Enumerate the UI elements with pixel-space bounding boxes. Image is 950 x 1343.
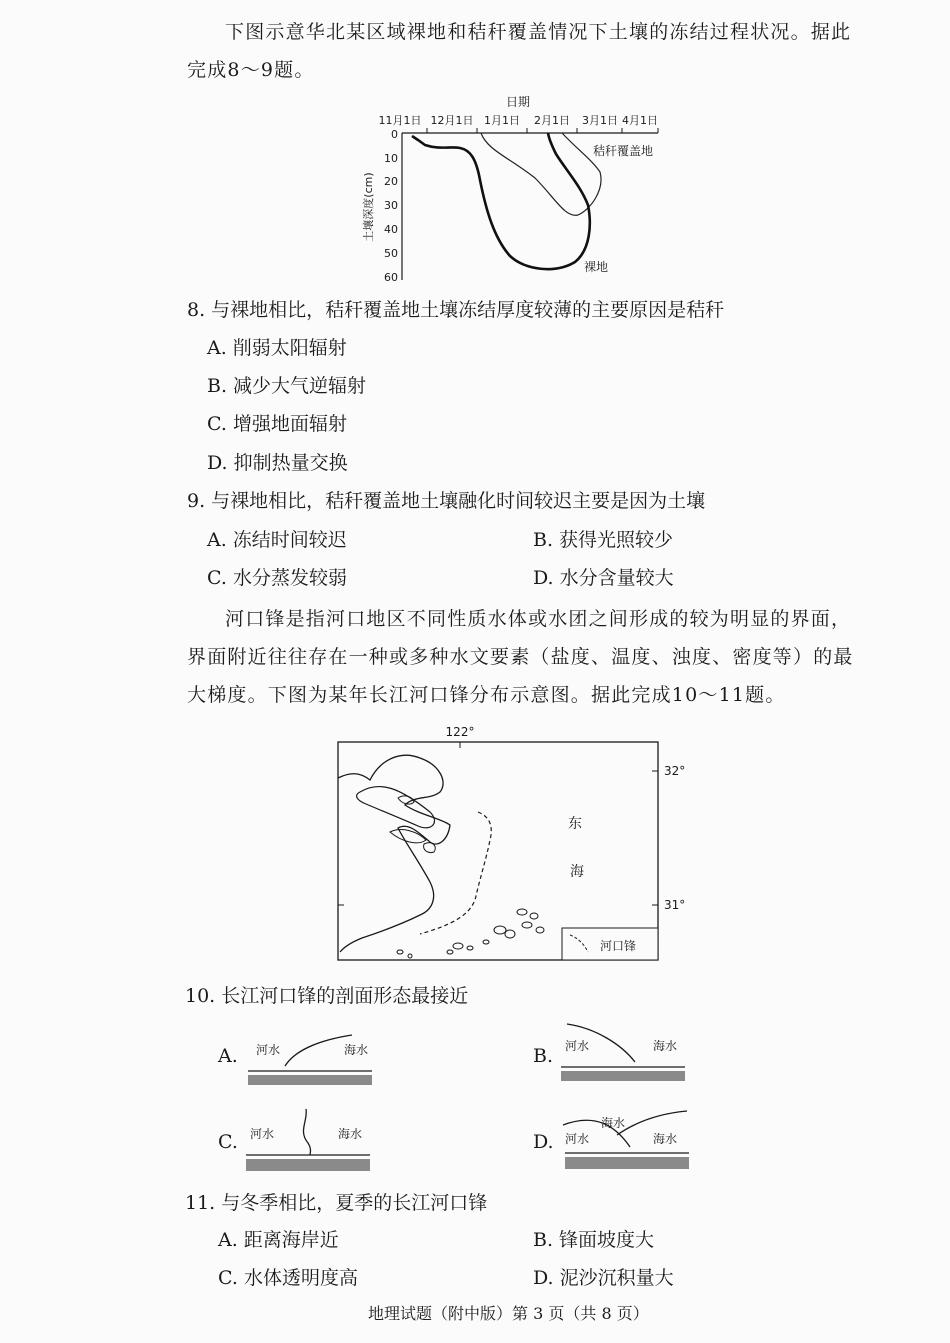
legend-label: 河口锋 bbox=[600, 939, 637, 953]
date-tick: 11月1日 bbox=[378, 114, 422, 127]
sea-label: 海 bbox=[570, 864, 584, 880]
question-9-option-d: D. 水分含量较大 bbox=[533, 567, 674, 589]
sea-water-label: 海水 bbox=[653, 1039, 678, 1053]
profile-option-c bbox=[240, 1105, 380, 1175]
depth-ticks bbox=[384, 128, 398, 284]
sea-water-label: 海水 bbox=[344, 1043, 369, 1057]
island bbox=[357, 786, 435, 827]
profile-option-d bbox=[555, 1105, 695, 1175]
river-water-label: 河水 bbox=[250, 1127, 275, 1141]
date-tick: 3月1日 bbox=[582, 114, 618, 127]
series-line-straw bbox=[481, 133, 601, 215]
depth-tick: 10 bbox=[384, 152, 398, 165]
depth-tick: 60 bbox=[384, 271, 398, 284]
question-10-option-b: B. bbox=[533, 1045, 554, 1067]
sea-water-label: 海水 bbox=[338, 1127, 363, 1141]
question-9-stem: 9. 与裸地相比，秸秆覆盖地土壤融化时间较迟主要是因为土壤 bbox=[187, 490, 706, 512]
depth-tick: 40 bbox=[384, 223, 398, 236]
date-tick: 12月1日 bbox=[430, 114, 474, 127]
estuary-front-line bbox=[420, 812, 491, 934]
series-label-straw: 秸秆覆盖地 bbox=[593, 144, 654, 158]
question-11-option-d: D. 泥沙沉积量大 bbox=[533, 1267, 674, 1289]
question-8-option-a: A. 削弱太阳辐射 bbox=[207, 337, 347, 359]
river-water-label: 河水 bbox=[565, 1039, 590, 1053]
depth-tick: 30 bbox=[384, 199, 398, 212]
page-footer: 地理试题（附中版）第 3 页（共 8 页） bbox=[368, 1304, 649, 1323]
intro-paragraph-2: 河口锋是指河口地区不同性质水体或水团之间形成的较为明显的界面，界面附近往往存在一种或多种水文要素（盐度、温度、浊度、密度等）的最大梯度。下图为某年长江河口锋分布示意图。据此完成10～11题。 bbox=[187, 608, 854, 706]
island bbox=[424, 843, 436, 853]
longitude-label: 122° bbox=[445, 725, 475, 739]
profile-option-b bbox=[555, 1020, 695, 1080]
series-label-bare: 裸地 bbox=[584, 260, 609, 274]
series-line-bare bbox=[412, 133, 590, 269]
depth-tick: 50 bbox=[384, 247, 398, 260]
question-11-stem: 11. 与冬季相比，夏季的长江河口锋 bbox=[185, 1192, 488, 1214]
question-10-option-a: A. bbox=[218, 1045, 238, 1067]
latitude-label: 32° bbox=[664, 764, 686, 778]
date-ticks bbox=[379, 114, 659, 127]
depth-tick: 0 bbox=[391, 128, 398, 141]
date-tick: 4月1日 bbox=[622, 114, 658, 127]
question-9-option-a: A. 冻结时间较迟 bbox=[207, 529, 347, 551]
intro-paragraph-1: 下图示意华北某区域裸地和秸秆覆盖情况下土壤的冻结过程状况。据此完成8～9题。 bbox=[187, 21, 852, 81]
soil-freezing-chart bbox=[0, 0, 950, 300]
question-9-option-c: C. 水分蒸发较弱 bbox=[207, 567, 347, 589]
question-9-option-b: B. 获得光照较少 bbox=[533, 529, 674, 551]
sea-water-label: 海水 bbox=[653, 1132, 678, 1146]
island bbox=[390, 830, 426, 843]
estuary-front-map bbox=[0, 720, 950, 980]
profile-option-a bbox=[240, 1030, 380, 1090]
coastline bbox=[338, 755, 450, 952]
question-8-stem: 8. 与裸地相比，秸秆覆盖地土壤冻结厚度较薄的主要原因是秸秆 bbox=[187, 299, 725, 321]
river-water-label: 河水 bbox=[565, 1132, 590, 1146]
question-8-option-b: B. 减少大气逆辐射 bbox=[207, 375, 367, 397]
date-tick: 1月1日 bbox=[484, 114, 520, 127]
chart-title: 日期 bbox=[505, 95, 531, 109]
question-8-option-d: D. 抑制热量交换 bbox=[207, 452, 348, 474]
question-8-option-c: C. 增强地面辐射 bbox=[207, 413, 347, 435]
date-tick: 2月1日 bbox=[534, 114, 570, 127]
depth-tick: 20 bbox=[384, 175, 398, 188]
question-11-option-c: C. 水体透明度高 bbox=[218, 1267, 358, 1289]
latitude-label: 31° bbox=[664, 898, 686, 912]
river-water-label: 河水 bbox=[256, 1043, 281, 1057]
question-11-option-a: A. 距离海岸近 bbox=[218, 1229, 339, 1251]
question-11-option-b: B. 锋面坡度大 bbox=[533, 1229, 655, 1251]
sea-water-label: 海水 bbox=[601, 1116, 626, 1130]
small-islands bbox=[397, 909, 544, 958]
sea-label: 东 bbox=[568, 816, 582, 832]
question-10-option-d: D. bbox=[533, 1131, 554, 1153]
y-axis-label: 土壤深度(cm) bbox=[362, 172, 375, 242]
question-10-stem: 10. 长江河口锋的剖面形态最接近 bbox=[185, 985, 469, 1007]
question-10-option-c: C. bbox=[218, 1131, 238, 1153]
